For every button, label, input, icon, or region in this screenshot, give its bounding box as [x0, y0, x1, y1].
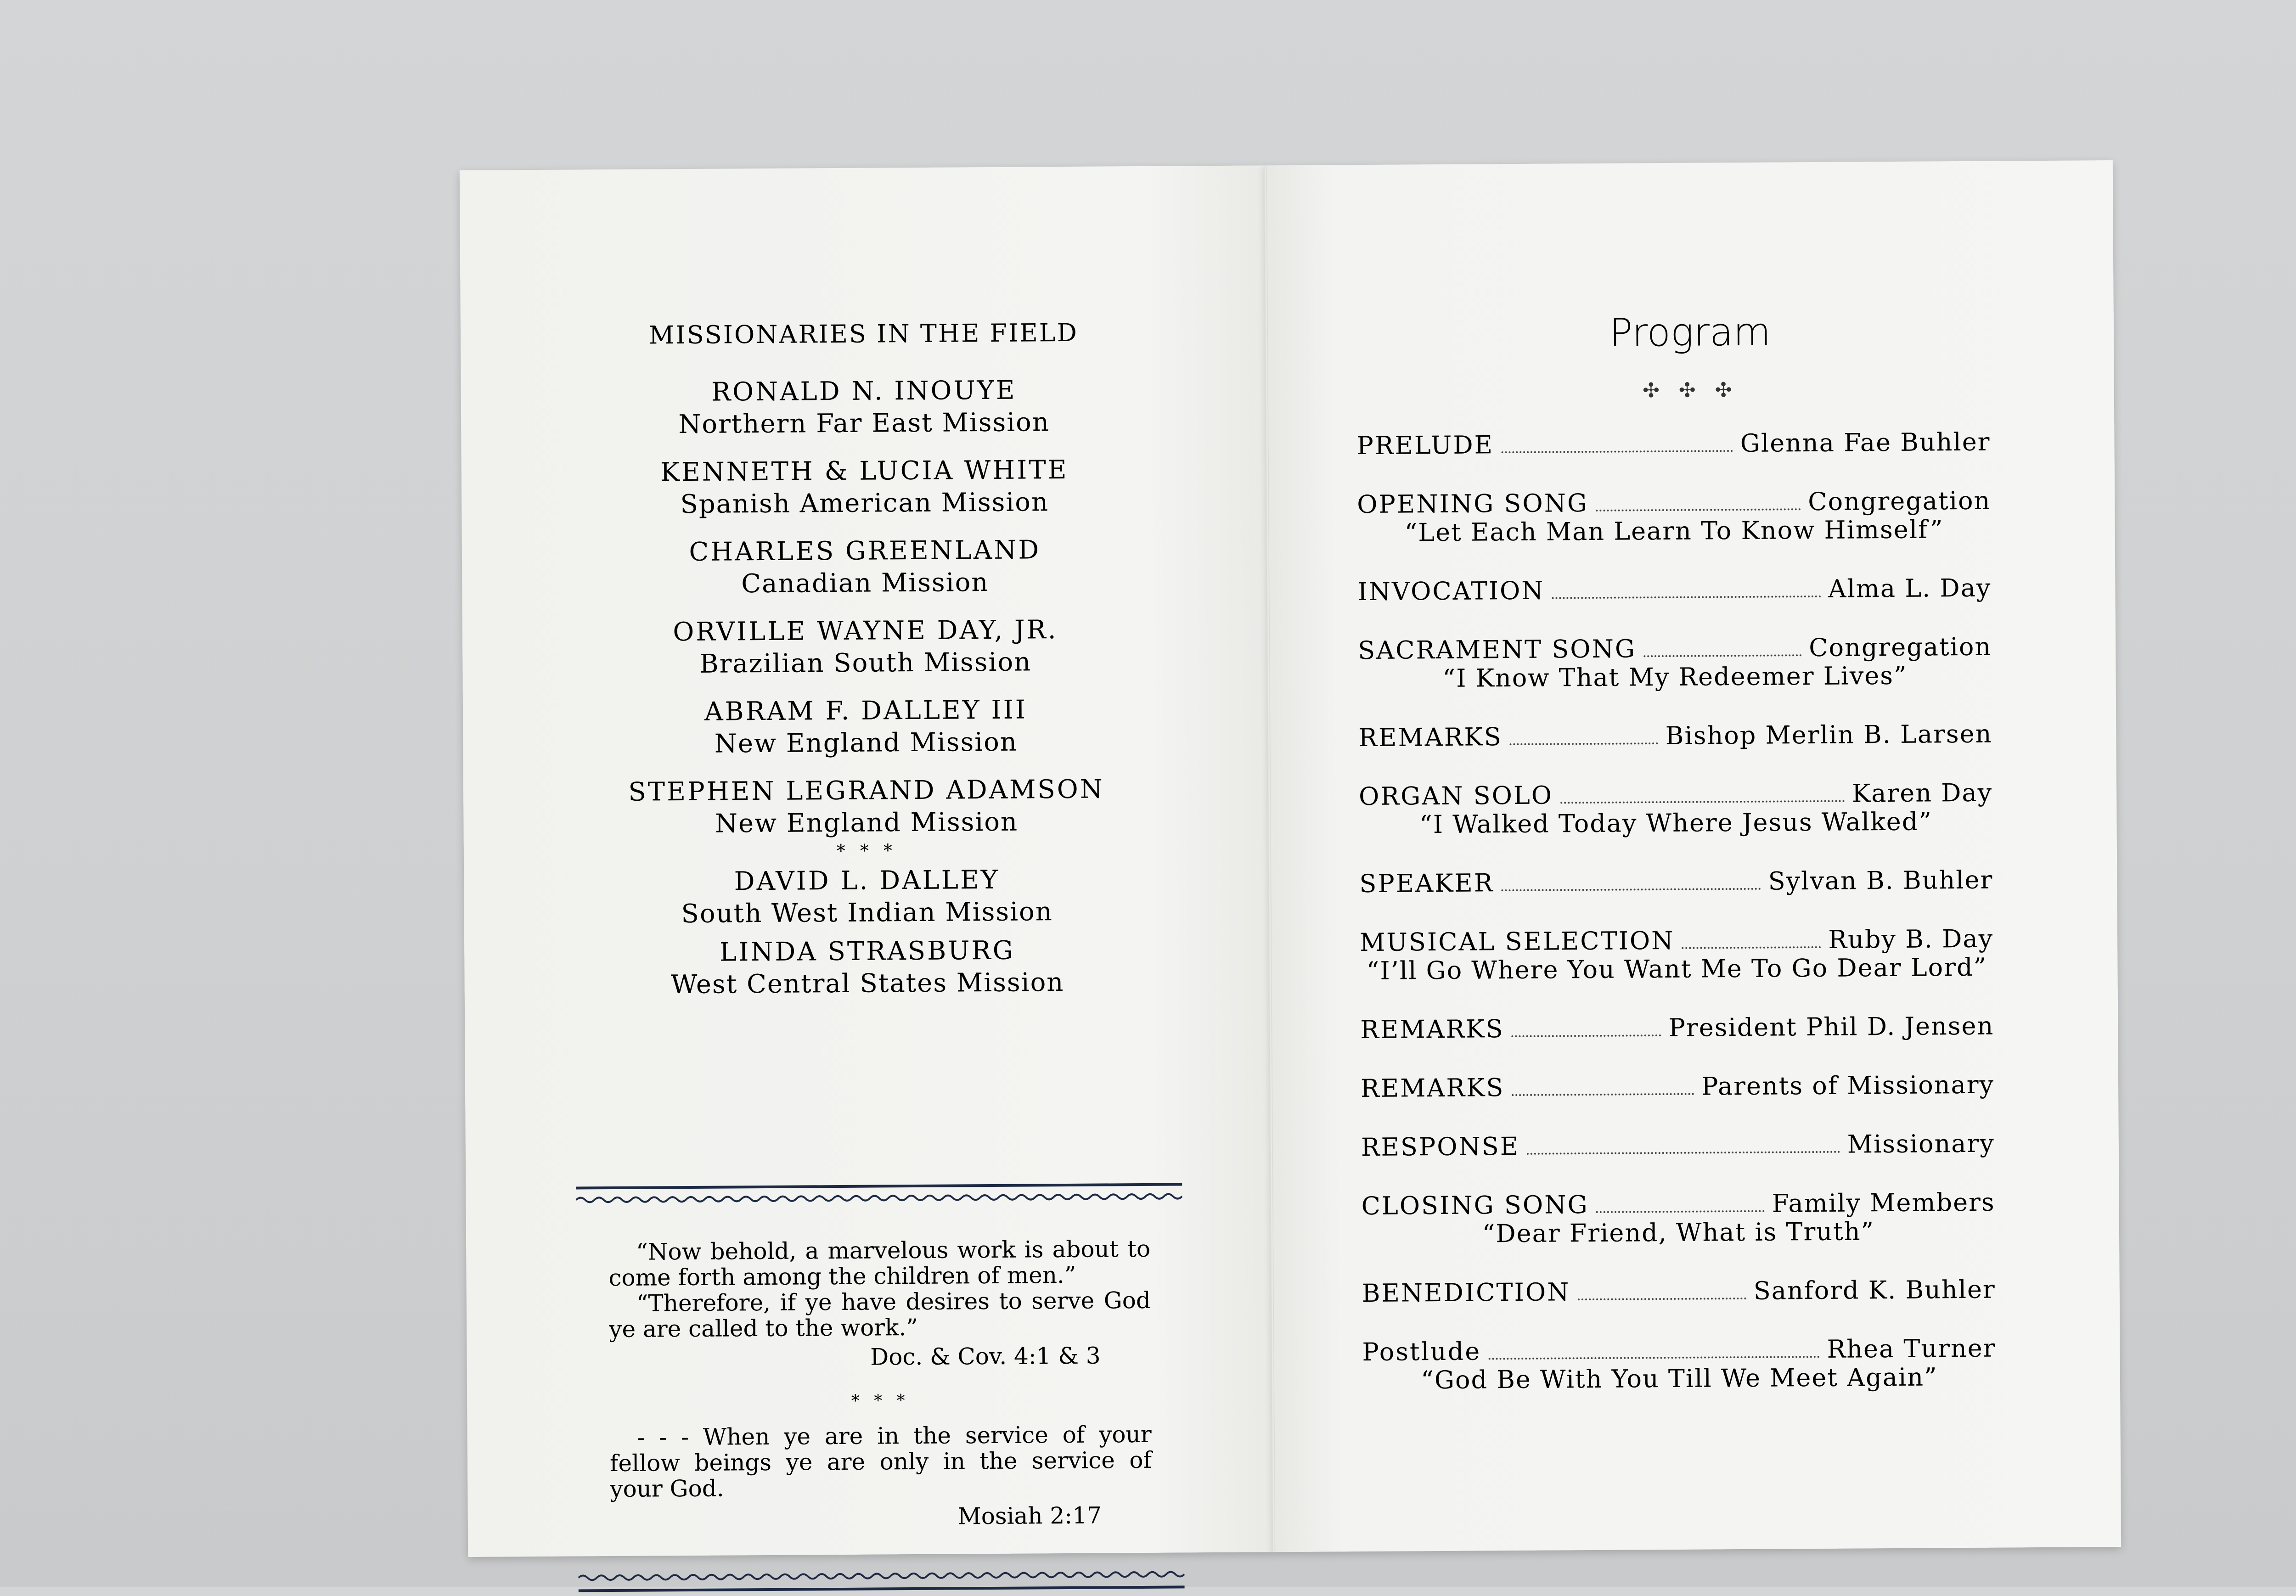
program-item-label: REMARKS — [1360, 1014, 1504, 1045]
program-line — [1360, 924, 1993, 957]
program-item-value: Congregation — [1809, 632, 1992, 663]
dot-leader — [1510, 742, 1658, 745]
missionary-name: ORVILLE WAYNE DAY, JR. — [673, 615, 1058, 647]
program-item-label: PRELUDE — [1356, 430, 1494, 461]
program-item-value: Karen Day — [1851, 778, 1993, 808]
program-line — [1359, 778, 1992, 811]
program-item-value: Bishop Merlin B. Larsen — [1665, 719, 1992, 751]
dot-leader — [1488, 1355, 1819, 1360]
program-item-label: SPEAKER — [1359, 868, 1494, 899]
program-item — [1362, 1334, 1996, 1395]
missionary-name: KENNETH & LUCIA WHITE — [660, 455, 1069, 488]
dot-leader — [1596, 508, 1801, 511]
missionary-name: CHARLES GREENLAND — [689, 535, 1041, 567]
program-item-value: Family Members — [1772, 1187, 1995, 1218]
missionary-mission: Canadian Mission — [741, 568, 989, 599]
quote-citation: Mosiah 2:17 — [957, 1502, 1102, 1530]
program-item-value: Congregation — [1808, 486, 1991, 517]
missionary-entry — [463, 772, 1270, 841]
program-item-hymn: “I’ll Go Where You Want Me To Go Dear Lord” — [1366, 952, 1987, 985]
program-item-value: Sylvan B. Buhler — [1768, 865, 1993, 896]
program-item — [1357, 486, 1991, 548]
missionary-name: DAVID L. DALLEY — [734, 865, 1000, 897]
missionary-entry — [462, 612, 1269, 681]
program-item-hymn: “Let Each Man Learn To Know Himself” — [1404, 515, 1944, 547]
program-item-label: OPENING SONG — [1357, 489, 1589, 519]
quote-citation: Doc. & Cov. 4:1 & 3 — [870, 1342, 1101, 1371]
program-line — [1358, 632, 1992, 665]
program-item-hymn: “God Be With You Till We Meet Again” — [1421, 1362, 1938, 1395]
dot-leader — [1501, 450, 1733, 453]
program-item-value: President Phil D. Jensen — [1668, 1011, 1994, 1042]
quote-text: - - - When ye are in the service of your fellow beings ye are only in the service of your God. — [609, 1421, 1152, 1503]
dot-leader — [1560, 800, 1845, 804]
missionary-mission: West Central States Mission — [670, 967, 1064, 1000]
program-title: Program — [1609, 309, 1771, 355]
program-item-label: MUSICAL SELECTION — [1359, 926, 1675, 957]
program-item — [1359, 778, 1993, 840]
missionary-entry — [461, 452, 1268, 522]
program-line — [1357, 486, 1991, 519]
program-item — [1362, 1275, 1996, 1308]
missionary-name: ABRAM F. DALLEY III — [704, 695, 1028, 727]
missionary-entry — [461, 372, 1267, 442]
program-item — [1356, 427, 1990, 461]
program-item-value: Sanford K. Buhler — [1753, 1275, 1996, 1305]
program-item-value: Missionary — [1847, 1129, 1995, 1159]
missionaries-section — [461, 317, 1271, 1017]
program-item — [1361, 1188, 1995, 1249]
program-line — [1359, 865, 1993, 899]
missionary-entry — [462, 532, 1268, 601]
dot-leader — [1552, 595, 1821, 599]
missionary-name: STEPHEN LEGRAND ADAMSON — [628, 774, 1104, 807]
missionaries-title: MISSIONARIES IN THE FIELD — [648, 318, 1079, 350]
missionary-mission: New England Mission — [714, 727, 1018, 759]
program-item-label: REMARKS — [1360, 1073, 1505, 1103]
program-item-label: INVOCATION — [1357, 576, 1545, 607]
program-list — [1356, 427, 1996, 1425]
program-booklet — [460, 160, 2121, 1557]
program-item-label: RESPONSE — [1361, 1131, 1520, 1162]
program-item-label: REMARKS — [1358, 722, 1503, 753]
missionary-name: LINDA STRASBURG — [719, 935, 1015, 967]
quote-text: “Therefore, if ye have desires to serve God ye are called to the work.” — [609, 1287, 1151, 1343]
dot-leader — [1643, 654, 1801, 657]
missionary-mission: New England Mission — [715, 807, 1019, 839]
missionary-mission: South West Indian Mission — [681, 897, 1053, 929]
program-line — [1362, 1275, 1996, 1308]
scripture-quotes — [608, 1236, 1152, 1531]
program-item — [1358, 632, 1992, 694]
ornament-icon: ✣ ✣ ✣ — [1642, 378, 1739, 403]
program-item-value: Parents of Missionary — [1701, 1070, 1995, 1101]
program-item — [1361, 1070, 1994, 1103]
divider-top-rule — [576, 1180, 1182, 1212]
program-line — [1361, 1188, 1995, 1221]
dot-leader — [1577, 1297, 1746, 1300]
program-item — [1357, 573, 1991, 607]
program-item-label: ORGAN SOLO — [1358, 781, 1553, 811]
dot-leader — [1502, 888, 1761, 891]
program-item-hymn: “Dear Friend, What is Truth” — [1482, 1217, 1875, 1248]
program-item-label: CLOSING SONG — [1361, 1190, 1589, 1221]
missionary-mission: Spanish American Mission — [680, 487, 1049, 520]
program-line — [1360, 1012, 1994, 1045]
quote-text: “Now behold, a marvelous work is about to come forth among the children of men.” — [608, 1235, 1151, 1292]
dot-leader — [1527, 1151, 1840, 1155]
program-line — [1356, 427, 1990, 461]
program-item-label: BENEDICTION — [1362, 1277, 1570, 1308]
missionary-entry — [464, 933, 1271, 1002]
program-line — [1362, 1334, 1996, 1367]
dot-leader — [1596, 1210, 1765, 1213]
program-item — [1361, 1129, 1995, 1162]
missionary-entry — [464, 862, 1270, 931]
program-item-value: Glenna Fae Buhler — [1740, 427, 1991, 458]
separator-stars: * * * — [836, 840, 897, 861]
program-line — [1358, 719, 1992, 753]
program-item — [1359, 865, 1993, 899]
program-line — [1357, 573, 1991, 607]
divider-bottom-rule — [578, 1564, 1184, 1595]
missionary-name: RONALD N. INOUYE — [711, 375, 1017, 407]
program-item-value: Alma L. Day — [1828, 573, 1992, 603]
quote-separator: * * * — [851, 1391, 910, 1411]
program-item-value: Rhea Turner — [1827, 1333, 1996, 1364]
missionary-mission: Northern Far East Mission — [678, 407, 1050, 440]
program-item-value: Ruby B. Day — [1828, 924, 1994, 954]
program-item-label: Postlude — [1362, 1337, 1481, 1367]
missionary-mission: Brazilian South Mission — [699, 647, 1032, 679]
program-line — [1361, 1129, 1995, 1162]
program-item — [1360, 924, 1994, 986]
missionary-entry — [463, 692, 1269, 761]
program-item — [1358, 719, 1992, 753]
program-item-hymn: “I Walked Today Where Jesus Walked” — [1419, 807, 1933, 839]
program-item-label: SACRAMENT SONG — [1358, 634, 1637, 665]
dot-leader — [1512, 1034, 1661, 1037]
program-line — [1361, 1070, 1994, 1103]
program-item-hymn: “I Know That My Redeemer Lives” — [1442, 661, 1908, 693]
dot-leader — [1682, 946, 1821, 949]
dot-leader — [1512, 1093, 1694, 1096]
program-item — [1360, 1012, 1994, 1045]
